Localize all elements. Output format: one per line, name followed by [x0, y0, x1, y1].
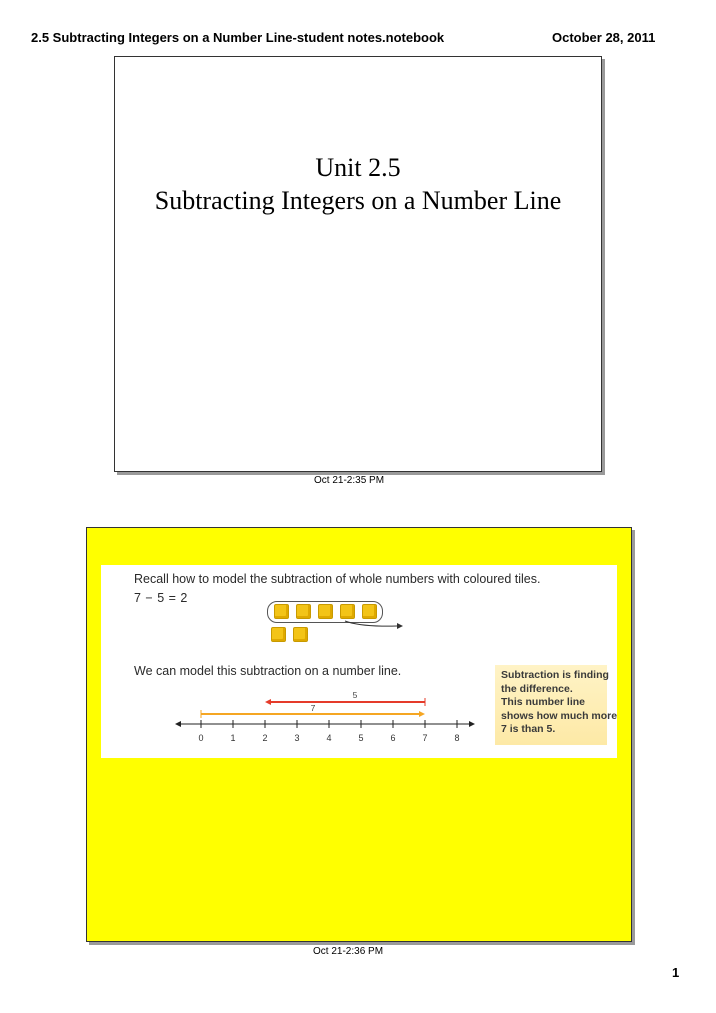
page-number: 1 [672, 965, 680, 980]
slide-1 [114, 56, 602, 472]
tick-label: 7 [422, 733, 428, 743]
tick-label: 4 [326, 733, 332, 743]
recall-text: Recall how to model the subtraction of whole numbers with coloured tiles. [134, 572, 541, 586]
document-date: October 28, 2011 [552, 30, 656, 45]
remaining-tile [271, 627, 286, 642]
remaining-tile [293, 627, 308, 642]
slide-1-timestamp: Oct 21-2:35 PM [314, 475, 385, 486]
title-line-2: Subtracting Integers on a Number Line [154, 186, 562, 215]
textbook-excerpt [101, 565, 617, 758]
tick-label: 6 [390, 733, 396, 743]
model-text: We can model this subtraction on a number line. [134, 664, 402, 678]
tick-label: 8 [454, 733, 460, 743]
tick-label: 0 [198, 733, 204, 743]
arrow-5-label: 5 [352, 690, 358, 700]
document-title: 2.5 Subtracting Integers on a Number Line-student notes.notebook [31, 30, 445, 45]
axis-arrow-right [469, 721, 475, 727]
tip-line: This number line [501, 696, 586, 709]
equation: 7 − 5 = 2 [134, 591, 188, 605]
tick-label: 1 [230, 733, 236, 743]
tick-label: 2 [262, 733, 268, 743]
tick-label: 3 [294, 733, 300, 743]
axis-arrow-left [175, 721, 181, 727]
tip-line: shows how much more [501, 709, 618, 722]
slide-2 [86, 527, 632, 942]
slide-2-timestamp: Oct 21-2:36 PM [313, 946, 384, 957]
arrow-7-label: 7 [310, 703, 316, 713]
tip-line: 7 is than 5. [501, 723, 556, 736]
tip-box [495, 665, 618, 745]
arrow-5-head [265, 699, 271, 705]
title-line-1: Unit 2.5 [315, 153, 401, 182]
tip-line: Subtraction is finding [501, 669, 609, 681]
tip-line: the difference. [501, 682, 573, 695]
tick-label: 5 [358, 733, 364, 743]
number-line [171, 687, 481, 745]
arrow-7-head [419, 711, 425, 717]
slide-1-title [115, 151, 601, 217]
